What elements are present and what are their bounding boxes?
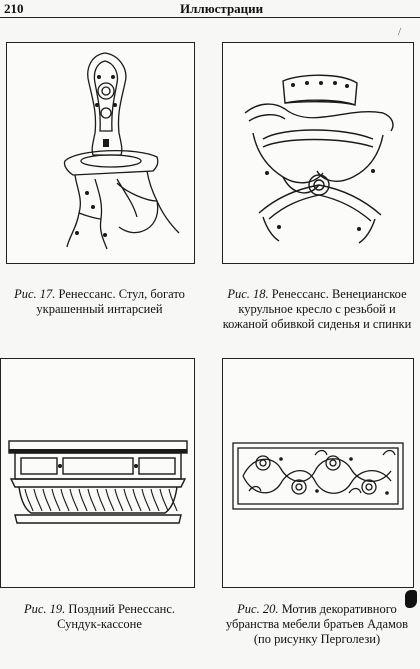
figure-18-text: Ренессанс. Венецианское курульное кресло с резьбой и кожаной обивкой сиденья и спинки: [222, 287, 412, 331]
gadroon-stroke: [106, 489, 114, 511]
gadroon-stroke: [43, 489, 51, 511]
figure-19-frame: [0, 358, 195, 588]
intarsia-chair-icon: [7, 43, 194, 263]
gadroon-stroke: [124, 489, 132, 511]
gadroon-stroke: [133, 489, 141, 511]
gadroon-stroke: [151, 489, 159, 511]
figure-17-caption: [6, 287, 193, 317]
cassone-chest-icon: [1, 359, 194, 587]
gadroon-stroke: [34, 489, 42, 511]
figure-17-label: Рис. 17.: [14, 287, 56, 301]
gadroon-stroke: [88, 489, 96, 511]
gadroon-stroke: [115, 489, 123, 511]
figure-18-caption: [222, 287, 412, 332]
gadroon-stroke: [142, 489, 150, 511]
gadroon-stroke: [79, 489, 87, 511]
figure-20-frame: [222, 358, 414, 588]
page-number: 210: [4, 1, 24, 16]
header-rule: [0, 17, 420, 18]
figure-19-caption: [6, 602, 193, 632]
figure-20-label: Рис. 20.: [237, 602, 279, 616]
page-header: [0, 0, 420, 18]
figure-20-text: Мотив декоративного убранства мебели братьев Адамов (по рисунку Перголези): [225, 602, 409, 646]
figure-18-label: Рис. 18.: [227, 287, 269, 301]
figure-19-text: Поздний Ренессанс. Сундук-кассоне: [57, 602, 176, 631]
figure-20-caption: [222, 602, 412, 647]
stray-mark: /: [398, 26, 402, 38]
figure-17-frame: [6, 42, 195, 264]
curule-armchair-icon: [223, 43, 413, 263]
gadroon-stroke: [97, 489, 105, 511]
gadroon-stroke: [52, 489, 60, 511]
figure-17-text: Ренессанс. Стул, богато украшенный интарсией: [36, 287, 185, 316]
figure-18-frame: [222, 42, 414, 264]
gadroon-stroke: [160, 489, 168, 511]
gadroon-stroke: [61, 489, 69, 511]
gadroon-stroke: [70, 489, 78, 511]
ornament-panel-icon: [223, 359, 413, 587]
ink-blot: [405, 590, 417, 608]
running-head: Иллюстрации: [180, 1, 264, 16]
figure-19-label: Рис. 19.: [23, 602, 66, 616]
